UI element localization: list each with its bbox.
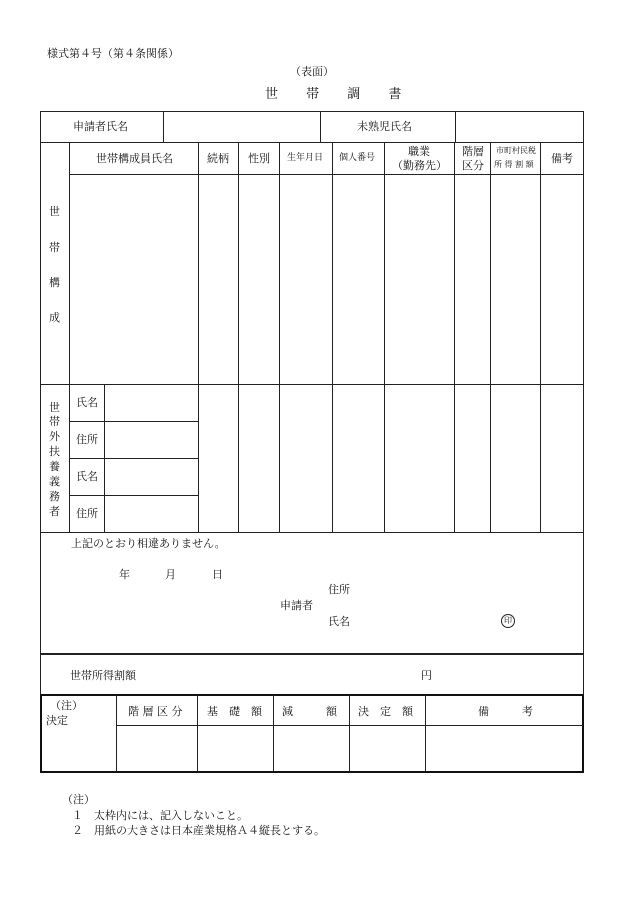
- side-label: （表面）: [290, 65, 334, 78]
- seal-mark: 印: [501, 614, 515, 628]
- column-header-tier: 階層: [462, 145, 484, 158]
- outside-name-label-2: 氏名: [76, 470, 98, 483]
- line: [320, 111, 321, 142]
- decision-remarks-header: 備 考: [478, 705, 533, 718]
- decision-label: 決定: [46, 714, 68, 727]
- declaration-statement: 上記のとおり相違ありません。: [71, 537, 226, 550]
- column-header-income-levy: 所 得 割 額: [494, 160, 534, 169]
- outside-name-field-2[interactable]: [105, 459, 198, 495]
- household-composition-label-1: 世: [49, 205, 60, 218]
- decision-tier-field[interactable]: [117, 726, 196, 771]
- household-composition-label-2: 帯: [49, 241, 60, 254]
- decision-amount-field[interactable]: [350, 726, 424, 771]
- note-text-2: 用紙の大きさは日本産業規格Ａ４縦長とする。: [94, 824, 325, 837]
- outside-address-label-2: 住所: [76, 507, 98, 520]
- outside-dependents-label-8: 者: [49, 505, 60, 518]
- decision-note-label: （注）: [50, 699, 83, 712]
- line: [40, 532, 584, 533]
- outside-dependents-label-7: 務: [49, 490, 60, 503]
- outside-dependents-label-4: 扶: [49, 445, 60, 458]
- decision-base-amount-field[interactable]: [198, 726, 272, 771]
- name-label: 氏名: [328, 615, 350, 628]
- column-header-member-name: 世帯構成員氏名: [96, 152, 173, 165]
- line: [40, 654, 584, 655]
- minor-name-field[interactable]: [456, 112, 583, 141]
- date-day-label: 日: [212, 568, 223, 581]
- outside-name-field-1[interactable]: [105, 385, 198, 421]
- outside-address-field-1[interactable]: [105, 422, 198, 458]
- line: [40, 142, 584, 143]
- column-header-birth-date: 生年月日: [287, 153, 324, 163]
- outside-dependents-label-3: 外: [49, 430, 60, 443]
- column-header-tier-class: 区分: [462, 159, 484, 172]
- form-number: 様式第４号（第４条関係）: [47, 47, 179, 60]
- decision-reduction-header: 減 額: [282, 705, 337, 718]
- note-number-2: ２: [72, 824, 83, 837]
- note-text-1: 太枠内には、記入しないこと。: [94, 809, 248, 822]
- applicant-label: 申請者: [280, 599, 313, 612]
- address-label: 住所: [328, 583, 350, 596]
- applicant-name-field[interactable]: [164, 112, 319, 141]
- outside-address-label-1: 住所: [76, 433, 98, 446]
- outside-address-field-2[interactable]: [105, 496, 198, 532]
- outside-dependents-label-2: 帯: [49, 415, 60, 428]
- outside-dependents-label-5: 養: [49, 460, 60, 473]
- line: [40, 654, 41, 694]
- line: [583, 654, 584, 694]
- decision-reduction-field[interactable]: [274, 726, 348, 771]
- decision-amount-header: 決 定 額: [358, 705, 413, 718]
- household-members-area[interactable]: [70, 175, 584, 384]
- date-year-label: 年: [119, 568, 130, 581]
- column-header-municipal-tax: 市町村民税: [496, 146, 536, 155]
- column-header-personal-number: 個人番号: [339, 153, 376, 163]
- notes-heading: （注）: [62, 793, 95, 806]
- column-header-workplace: （勤務先）: [392, 159, 447, 172]
- decision-tier-header: 階 層 区 分: [128, 705, 183, 718]
- minor-name-label: 未熟児氏名: [357, 120, 412, 133]
- decision-remarks-field[interactable]: [426, 726, 582, 771]
- household-income-label: 世帯所得割額: [70, 669, 136, 682]
- applicant-name-label: 申請者氏名: [73, 120, 128, 133]
- column-header-relationship: 続柄: [207, 152, 229, 165]
- household-composition-label-4: 成: [49, 311, 60, 324]
- column-header-occupation: 職業: [408, 145, 430, 158]
- outside-dependents-label-6: 義: [49, 475, 60, 488]
- household-composition-label-3: 構: [49, 276, 60, 289]
- column-header-remarks: 備考: [551, 152, 573, 165]
- page-title: 世 帯 調 書: [265, 87, 414, 102]
- date-month-label: 月: [165, 568, 176, 581]
- yen-unit: 円: [421, 669, 432, 682]
- household-income-field[interactable]: [160, 662, 415, 684]
- column-header-sex: 性別: [248, 152, 270, 165]
- note-number-1: １: [72, 809, 83, 822]
- outside-dependents-label-1: 世: [49, 401, 60, 414]
- decision-base-amount-header: 基 礎 額: [207, 705, 262, 718]
- outside-name-label-1: 氏名: [76, 396, 98, 409]
